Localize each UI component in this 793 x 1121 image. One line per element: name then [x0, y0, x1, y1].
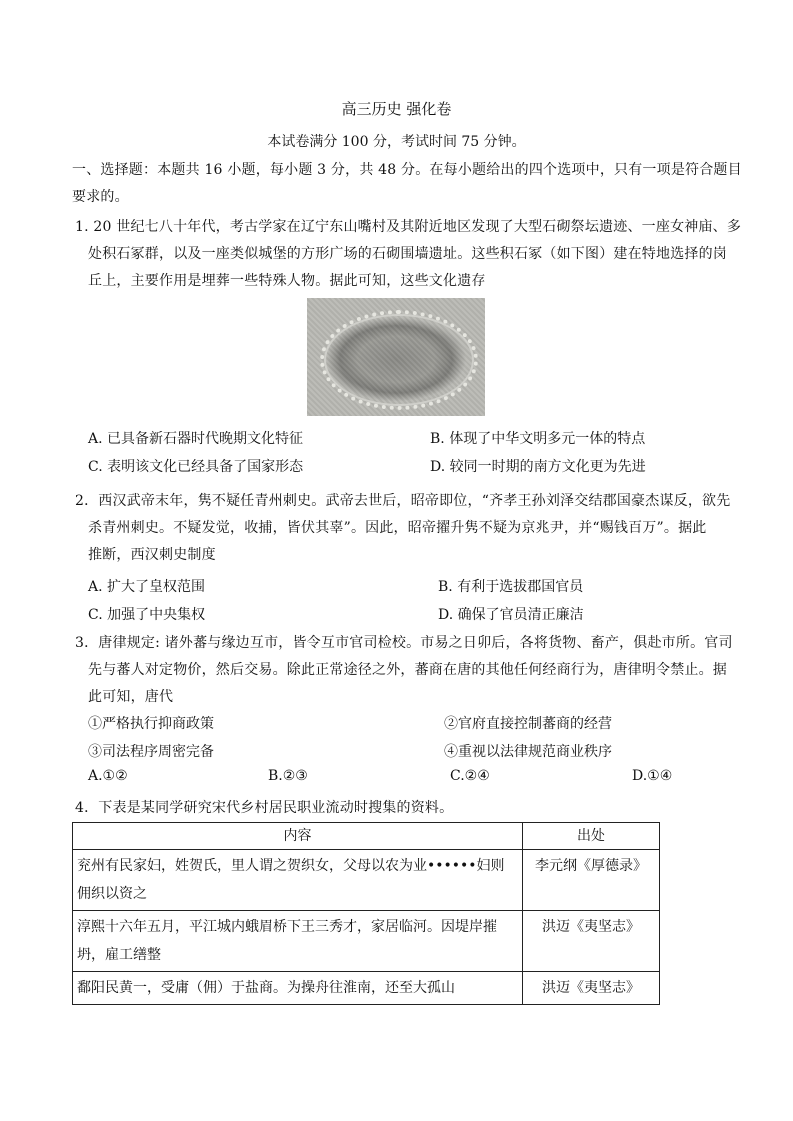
q3-stem-line3: 此可知，唐代 [88, 689, 174, 705]
table-cell-source: 洪迈《夷坚志》 [523, 911, 660, 972]
q3-item-4: ④重视以法律规范商业秩序 [444, 744, 612, 760]
q1-option-c[interactable]: C. 表明该文化已经具备了国家形态 [88, 459, 304, 475]
q2-stem-line3: 推断，西汉刺史制度 [88, 547, 216, 563]
q1-option-b[interactable]: B. 体现了中华文明多元一体的特点 [430, 431, 646, 447]
q2-option-d[interactable]: D. 确保了官员清正廉洁 [438, 607, 584, 623]
exam-info: 本试卷满分 100 分，考试时间 75 分钟。 [267, 134, 526, 150]
table-row [73, 972, 660, 1005]
q2-option-a[interactable]: A. 扩大了皇权范围 [88, 579, 206, 595]
q3-stem-line1: 3．唐律规定: 诸外蕃与缘边互市，皆令互市官司检校。市易之日卯后，各将货物、畜产，俱赴市所。官司 [75, 635, 733, 651]
q2-stem-line2: 杀青州刺史。不疑发觉，收捕，皆伏其辜”。因此，昭帝擢升隽不疑为京兆尹，并“赐钱百万”。据此 [88, 520, 707, 536]
table-header-content: 内容 [73, 823, 523, 850]
table-header-row [73, 823, 660, 850]
q3-option-b[interactable]: B.②③ [268, 768, 308, 784]
source-table [72, 822, 660, 1005]
q3-option-c[interactable]: C.②④ [450, 768, 490, 784]
q1-option-d[interactable]: D. 较同一时期的南方文化更为先进 [430, 459, 646, 475]
q1-option-a[interactable]: A. 已具备新石器时代晚期文化特征 [88, 431, 304, 447]
q3-stem-line2: 先与蕃人对定物价，然后交易。除此正常途径之外，蕃商在唐的其他任何经商行为，唐律明令禁止。据 [88, 662, 727, 678]
q1-stem-line3: 丘上，主要作用是埋葬一些特殊人物。据此可知，这些文化遗存 [88, 273, 486, 289]
table-row [73, 850, 660, 911]
table-cell-content: 淳熙十六年五月，平江城内蛾眉桥下王三秀才，家居临河。因堤岸摧坍，雇工缮整 [73, 911, 523, 972]
q2-option-b[interactable]: B. 有利于选拔郡国官员 [438, 579, 584, 595]
q3-item-3: ③司法程序周密完备 [88, 744, 214, 760]
q2-stem-line1: 2．西汉武帝末年，隽不疑任青州刺史。武帝去世后，昭帝即位，“齐孝王孙刘泽交结郡国豪杰谋反，欲先 [75, 493, 731, 509]
stone-tomb-photo [307, 298, 485, 416]
q2-option-c[interactable]: C. 加强了中央集权 [88, 607, 206, 623]
q4-stem: 4．下表是某同学研究宋代乡村居民职业流动时搜集的资料。 [75, 800, 454, 816]
section-instructions-line2: 要求的。 [72, 189, 129, 205]
q3-item-2: ②官府直接控制蕃商的经营 [444, 716, 612, 732]
table-cell-source: 洪迈《夷坚志》 [523, 972, 660, 1005]
table-header-source: 出处 [523, 823, 660, 850]
q1-stem-line2: 处积石冢群，以及一座类似城堡的方形广场的石砌围墙遗址。这些积石冢（如下图）建在特地选择的岗 [88, 246, 727, 262]
table-cell-content: 兖州有民家妇，姓贺氏，里人谓之贺织女，父母以农为业••••••妇则佣织以资之 [73, 850, 523, 911]
section-instructions-line1: 一、选择题：本题共 16 小题，每小题 3 分，共 48 分。在每小题给出的四个选项中，只有一项是符合题目 [72, 162, 742, 178]
table-cell-source: 李元纲《厚德录》 [523, 850, 660, 911]
table-cell-content: 鄱阳民黄一，受庸（佣）于盐商。为操舟往淮南，还至大孤山 [73, 972, 523, 1005]
q3-option-a[interactable]: A.①② [88, 768, 128, 784]
page-title: 高三历史 强化卷 [341, 100, 452, 118]
q3-option-d[interactable]: D.①④ [632, 768, 673, 784]
q1-stem-line1: 1. 20 世纪七八十年代，考古学家在辽宁东山嘴村及其附近地区发现了大型石砌祭坛遗迹、一座女神庙、多 [75, 219, 742, 235]
stone-circle [320, 310, 478, 410]
q3-item-1: ①严格执行抑商政策 [88, 716, 214, 732]
table-row [73, 911, 660, 972]
